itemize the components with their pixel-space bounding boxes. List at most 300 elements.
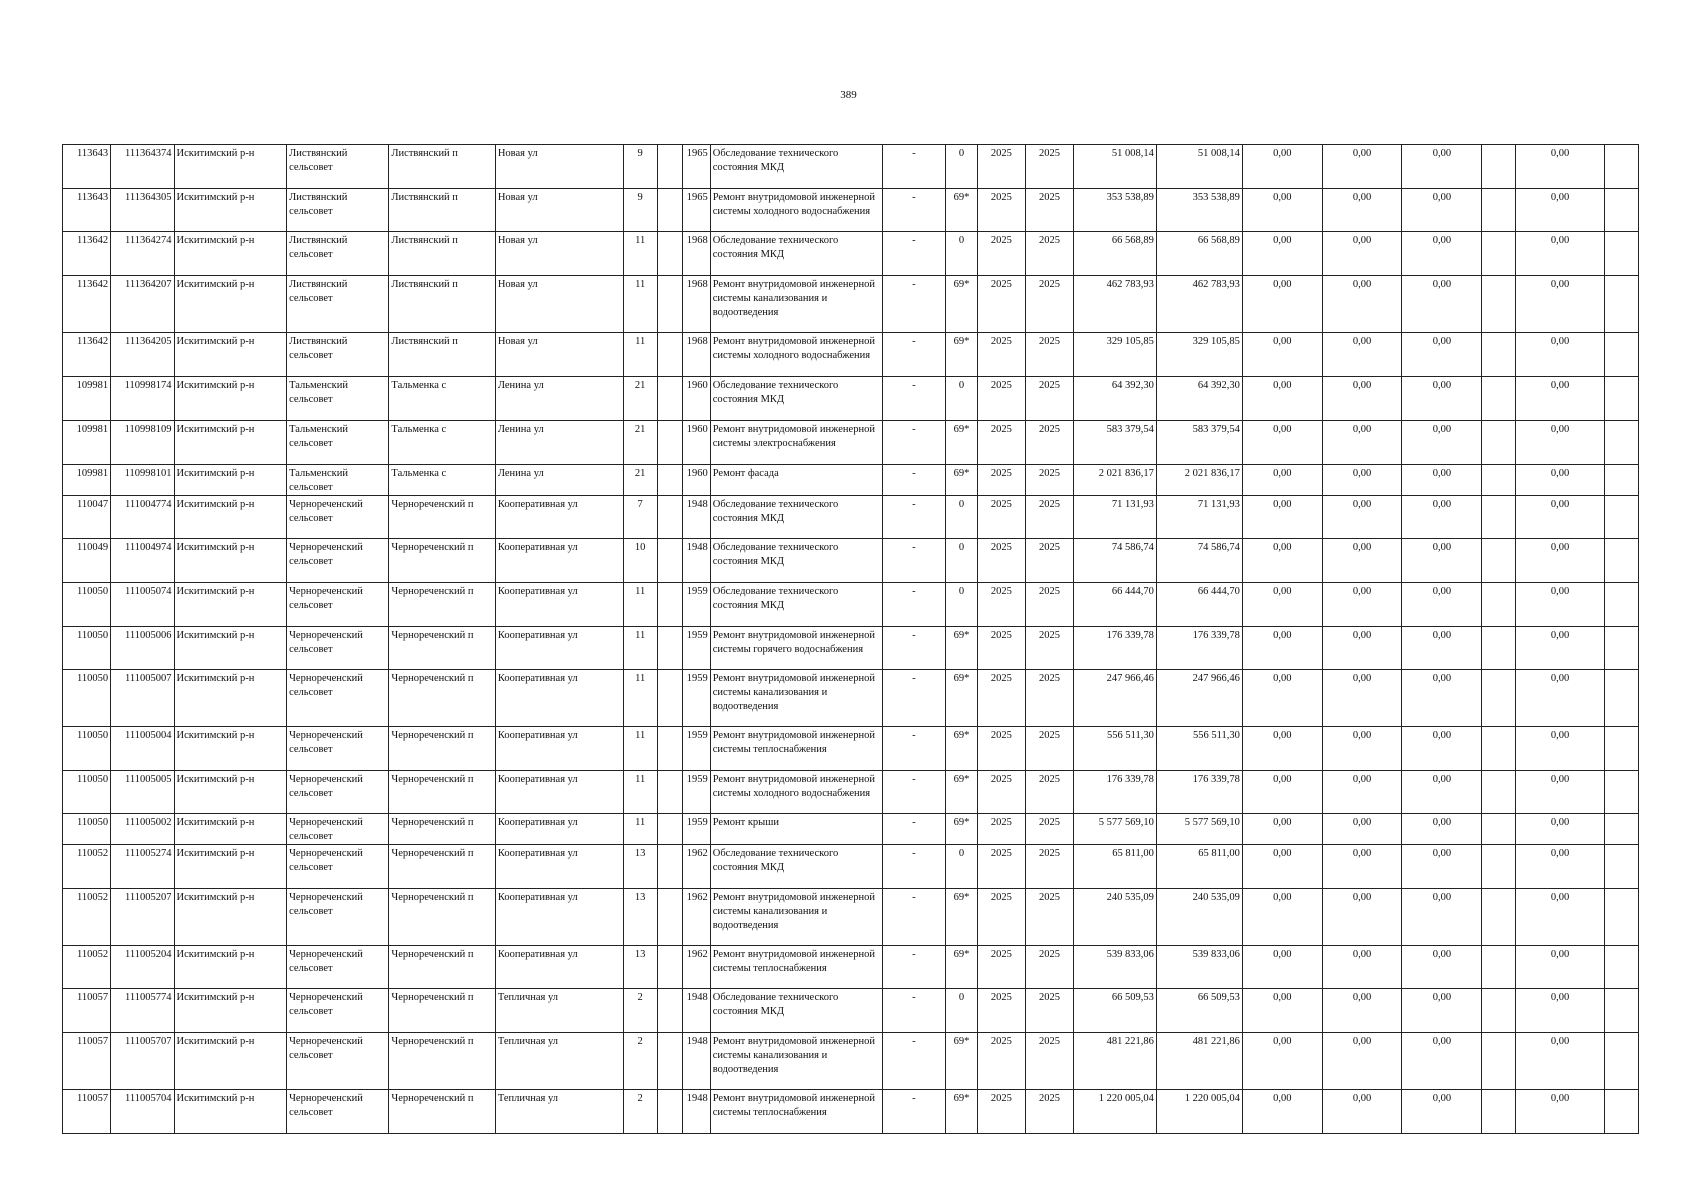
work-type: Ремонт внутридомовой инженерной системы канализования и водоотведения: [710, 1033, 882, 1090]
page-number: 389: [840, 89, 857, 101]
start-year: 2025: [977, 189, 1025, 232]
fund-value-4: 0,00: [1516, 1033, 1605, 1090]
fund-value-4: 0,00: [1516, 946, 1605, 989]
house-number: 13: [623, 946, 657, 989]
work-code: 111004974: [111, 539, 174, 583]
district: Искитимский р-н: [174, 377, 287, 421]
work-type: Обследование технического состояния МКД: [710, 539, 882, 583]
work-code: 111364274: [111, 232, 174, 276]
table-row: [63, 845, 1639, 889]
start-year: 2025: [977, 232, 1025, 276]
end-year: 2025: [1025, 727, 1073, 771]
empty-cell: [1482, 889, 1516, 946]
record-id: 110050: [63, 814, 111, 845]
work-type: Обследование технического состояния МКД: [710, 377, 882, 421]
empty-cell: [657, 189, 683, 232]
house-number: 9: [623, 145, 657, 189]
work-cost: 1 220 005,04: [1074, 1090, 1157, 1134]
end-year: 2025: [1025, 670, 1073, 727]
work-code: 111004774: [111, 496, 174, 539]
start-year: 2025: [977, 145, 1025, 189]
fund-value-3: 0,00: [1402, 465, 1482, 496]
empty-cell: [657, 989, 683, 1033]
norm-value: 0: [946, 583, 978, 627]
end-year: 2025: [1025, 845, 1073, 889]
build-year: 1948: [683, 989, 711, 1033]
house-number: 13: [623, 889, 657, 946]
council: Чернореченский сельсовет: [287, 946, 389, 989]
house-number: 10: [623, 539, 657, 583]
work-code: 111005007: [111, 670, 174, 727]
street: Ленина ул: [495, 377, 623, 421]
fund-value-2: 0,00: [1322, 845, 1402, 889]
work-type: Ремонт внутридомовой инженерной системы канализования и водоотведения: [710, 276, 882, 333]
total-cost: 462 783,93: [1156, 276, 1242, 333]
norm-value: 0: [946, 989, 978, 1033]
street: Тепличная ул: [495, 989, 623, 1033]
work-cost: 2 021 836,17: [1074, 465, 1157, 496]
norm-value: 69*: [946, 670, 978, 727]
street: Кооперативная ул: [495, 946, 623, 989]
start-year: 2025: [977, 771, 1025, 814]
dash-cell: -: [882, 946, 945, 989]
fund-value-2: 0,00: [1322, 627, 1402, 670]
work-code: 111005004: [111, 727, 174, 771]
council: Листвянский сельсовет: [287, 333, 389, 377]
empty-cell: [657, 276, 683, 333]
fund-value-1: 0,00: [1242, 421, 1322, 465]
locality: Чернореченский п: [389, 539, 495, 583]
fund-value-1: 0,00: [1242, 845, 1322, 889]
dash-cell: -: [882, 421, 945, 465]
table-row: [63, 539, 1639, 583]
council: Чернореченский сельсовет: [287, 989, 389, 1033]
empty-cell: [1482, 771, 1516, 814]
council: Чернореченский сельсовет: [287, 771, 389, 814]
build-year: 1965: [683, 145, 711, 189]
total-cost: 66 568,89: [1156, 232, 1242, 276]
record-id: 110057: [63, 989, 111, 1033]
locality: Чернореченский п: [389, 627, 495, 670]
work-type: Ремонт внутридомовой инженерной системы теплоснабжения: [710, 946, 882, 989]
empty-cell: [657, 333, 683, 377]
fund-value-1: 0,00: [1242, 276, 1322, 333]
work-cost: 240 535,09: [1074, 889, 1157, 946]
house-number: 11: [623, 333, 657, 377]
work-cost: 481 221,86: [1074, 1033, 1157, 1090]
fund-value-1: 0,00: [1242, 889, 1322, 946]
work-cost: 65 811,00: [1074, 845, 1157, 889]
end-year: 2025: [1025, 145, 1073, 189]
empty-cell: [1605, 1090, 1639, 1134]
fund-value-1: 0,00: [1242, 333, 1322, 377]
work-code: 111005006: [111, 627, 174, 670]
council: Чернореченский сельсовет: [287, 727, 389, 771]
start-year: 2025: [977, 583, 1025, 627]
district: Искитимский р-н: [174, 583, 287, 627]
work-cost: 462 783,93: [1074, 276, 1157, 333]
end-year: 2025: [1025, 1033, 1073, 1090]
start-year: 2025: [977, 814, 1025, 845]
end-year: 2025: [1025, 421, 1073, 465]
fund-value-3: 0,00: [1402, 539, 1482, 583]
fund-value-3: 0,00: [1402, 670, 1482, 727]
house-number: 21: [623, 421, 657, 465]
empty-cell: [1482, 421, 1516, 465]
norm-value: 69*: [946, 276, 978, 333]
fund-value-3: 0,00: [1402, 771, 1482, 814]
total-cost: 329 105,85: [1156, 333, 1242, 377]
empty-cell: [1605, 771, 1639, 814]
fund-value-1: 0,00: [1242, 946, 1322, 989]
fund-value-4: 0,00: [1516, 276, 1605, 333]
district: Искитимский р-н: [174, 1033, 287, 1090]
empty-cell: [1482, 539, 1516, 583]
start-year: 2025: [977, 845, 1025, 889]
fund-value-2: 0,00: [1322, 539, 1402, 583]
total-cost: 176 339,78: [1156, 771, 1242, 814]
build-year: 1962: [683, 889, 711, 946]
build-year: 1965: [683, 189, 711, 232]
fund-value-2: 0,00: [1322, 189, 1402, 232]
work-cost: 5 577 569,10: [1074, 814, 1157, 845]
empty-cell: [657, 889, 683, 946]
district: Искитимский р-н: [174, 276, 287, 333]
locality: Чернореченский п: [389, 1033, 495, 1090]
fund-value-4: 0,00: [1516, 496, 1605, 539]
fund-value-4: 0,00: [1516, 232, 1605, 276]
work-code: 110998174: [111, 377, 174, 421]
record-id: 110057: [63, 1033, 111, 1090]
build-year: 1959: [683, 670, 711, 727]
fund-value-4: 0,00: [1516, 727, 1605, 771]
record-id: 110057: [63, 1090, 111, 1134]
work-type: Ремонт внутридомовой инженерной системы теплоснабжения: [710, 727, 882, 771]
fund-value-2: 0,00: [1322, 989, 1402, 1033]
work-type: Ремонт внутридомовой инженерной системы канализования и водоотведения: [710, 889, 882, 946]
dash-cell: -: [882, 377, 945, 421]
empty-cell: [657, 1033, 683, 1090]
locality: Чернореченский п: [389, 670, 495, 727]
table-row: [63, 670, 1639, 727]
norm-value: 0: [946, 845, 978, 889]
locality: Листвянский п: [389, 276, 495, 333]
street: Новая ул: [495, 232, 623, 276]
work-type: Ремонт внутридомовой инженерной системы холодного водоснабжения: [710, 333, 882, 377]
dash-cell: -: [882, 465, 945, 496]
work-code: 111005002: [111, 814, 174, 845]
street: Тепличная ул: [495, 1090, 623, 1134]
record-id: 110049: [63, 539, 111, 583]
dash-cell: -: [882, 771, 945, 814]
fund-value-4: 0,00: [1516, 189, 1605, 232]
empty-cell: [1605, 1033, 1639, 1090]
fund-value-2: 0,00: [1322, 232, 1402, 276]
empty-cell: [657, 465, 683, 496]
total-cost: 1 220 005,04: [1156, 1090, 1242, 1134]
street: Кооперативная ул: [495, 845, 623, 889]
street: Кооперативная ул: [495, 627, 623, 670]
work-type: Обследование технического состояния МКД: [710, 845, 882, 889]
record-id: 113643: [63, 189, 111, 232]
dash-cell: -: [882, 845, 945, 889]
fund-value-4: 0,00: [1516, 377, 1605, 421]
table-row: [63, 496, 1639, 539]
empty-cell: [1605, 145, 1639, 189]
empty-cell: [1605, 189, 1639, 232]
total-cost: 51 008,14: [1156, 145, 1242, 189]
fund-value-3: 0,00: [1402, 1033, 1482, 1090]
norm-value: 0: [946, 539, 978, 583]
empty-cell: [1482, 583, 1516, 627]
total-cost: 353 538,89: [1156, 189, 1242, 232]
work-cost: 66 568,89: [1074, 232, 1157, 276]
house-number: 21: [623, 465, 657, 496]
fund-value-3: 0,00: [1402, 583, 1482, 627]
council: Чернореченский сельсовет: [287, 539, 389, 583]
fund-value-1: 0,00: [1242, 377, 1322, 421]
end-year: 2025: [1025, 333, 1073, 377]
street: Новая ул: [495, 276, 623, 333]
work-type: Ремонт внутридомовой инженерной системы электроснабжения: [710, 421, 882, 465]
work-code: 111364207: [111, 276, 174, 333]
fund-value-1: 0,00: [1242, 145, 1322, 189]
work-cost: 74 586,74: [1074, 539, 1157, 583]
start-year: 2025: [977, 989, 1025, 1033]
build-year: 1959: [683, 627, 711, 670]
street: Кооперативная ул: [495, 539, 623, 583]
total-cost: 247 966,46: [1156, 670, 1242, 727]
dash-cell: -: [882, 583, 945, 627]
total-cost: 66 444,70: [1156, 583, 1242, 627]
work-code: 111005274: [111, 845, 174, 889]
empty-cell: [1482, 1033, 1516, 1090]
dash-cell: -: [882, 1090, 945, 1134]
house-number: 11: [623, 232, 657, 276]
empty-cell: [1605, 946, 1639, 989]
fund-value-4: 0,00: [1516, 1090, 1605, 1134]
district: Искитимский р-н: [174, 1090, 287, 1134]
empty-cell: [1605, 727, 1639, 771]
empty-cell: [1605, 989, 1639, 1033]
empty-cell: [1605, 670, 1639, 727]
district: Искитимский р-н: [174, 539, 287, 583]
build-year: 1960: [683, 465, 711, 496]
record-id: 110050: [63, 670, 111, 727]
end-year: 2025: [1025, 276, 1073, 333]
build-year: 1948: [683, 496, 711, 539]
locality: Листвянский п: [389, 333, 495, 377]
fund-value-2: 0,00: [1322, 889, 1402, 946]
norm-value: 69*: [946, 1090, 978, 1134]
council: Листвянский сельсовет: [287, 189, 389, 232]
dash-cell: -: [882, 627, 945, 670]
street: Кооперативная ул: [495, 814, 623, 845]
district: Искитимский р-н: [174, 845, 287, 889]
street: Кооперативная ул: [495, 889, 623, 946]
fund-value-2: 0,00: [1322, 727, 1402, 771]
council: Чернореченский сельсовет: [287, 670, 389, 727]
build-year: 1962: [683, 845, 711, 889]
start-year: 2025: [977, 539, 1025, 583]
council: Чернореченский сельсовет: [287, 845, 389, 889]
empty-cell: [1605, 889, 1639, 946]
total-cost: 5 577 569,10: [1156, 814, 1242, 845]
build-year: 1959: [683, 727, 711, 771]
work-cost: 176 339,78: [1074, 771, 1157, 814]
house-number: 11: [623, 276, 657, 333]
work-code: 111364374: [111, 145, 174, 189]
empty-cell: [1605, 232, 1639, 276]
start-year: 2025: [977, 377, 1025, 421]
table-row: [63, 1090, 1639, 1134]
total-cost: 556 511,30: [1156, 727, 1242, 771]
street: Тепличная ул: [495, 1033, 623, 1090]
build-year: 1960: [683, 377, 711, 421]
work-cost: 176 339,78: [1074, 627, 1157, 670]
house-number: 2: [623, 1033, 657, 1090]
fund-value-3: 0,00: [1402, 989, 1482, 1033]
empty-cell: [1605, 377, 1639, 421]
empty-cell: [657, 539, 683, 583]
empty-cell: [657, 727, 683, 771]
fund-value-3: 0,00: [1402, 145, 1482, 189]
work-type: Ремонт фасада: [710, 465, 882, 496]
locality: Листвянский п: [389, 189, 495, 232]
work-cost: 66 444,70: [1074, 583, 1157, 627]
end-year: 2025: [1025, 1090, 1073, 1134]
locality: Тальменка с: [389, 377, 495, 421]
start-year: 2025: [977, 276, 1025, 333]
fund-value-3: 0,00: [1402, 333, 1482, 377]
table-row: [63, 814, 1639, 845]
fund-value-2: 0,00: [1322, 771, 1402, 814]
fund-value-1: 0,00: [1242, 989, 1322, 1033]
table-row: [63, 276, 1639, 333]
fund-value-1: 0,00: [1242, 583, 1322, 627]
empty-cell: [1482, 232, 1516, 276]
street: Новая ул: [495, 189, 623, 232]
empty-cell: [657, 845, 683, 889]
empty-cell: [1482, 333, 1516, 377]
work-code: 110998101: [111, 465, 174, 496]
fund-value-4: 0,00: [1516, 989, 1605, 1033]
end-year: 2025: [1025, 814, 1073, 845]
empty-cell: [1482, 946, 1516, 989]
record-id: 110052: [63, 889, 111, 946]
empty-cell: [1482, 465, 1516, 496]
norm-value: 69*: [946, 727, 978, 771]
norm-value: 69*: [946, 1033, 978, 1090]
empty-cell: [1605, 465, 1639, 496]
total-cost: 539 833,06: [1156, 946, 1242, 989]
empty-cell: [1605, 583, 1639, 627]
empty-cell: [1605, 814, 1639, 845]
fund-value-3: 0,00: [1402, 627, 1482, 670]
start-year: 2025: [977, 1090, 1025, 1134]
fund-value-2: 0,00: [1322, 145, 1402, 189]
empty-cell: [1482, 1090, 1516, 1134]
build-year: 1959: [683, 771, 711, 814]
end-year: 2025: [1025, 946, 1073, 989]
norm-value: 69*: [946, 421, 978, 465]
start-year: 2025: [977, 421, 1025, 465]
dash-cell: -: [882, 889, 945, 946]
empty-cell: [1482, 189, 1516, 232]
work-type: Ремонт внутридомовой инженерной системы холодного водоснабжения: [710, 189, 882, 232]
empty-cell: [657, 377, 683, 421]
work-type: Ремонт внутридомовой инженерной системы горячего водоснабжения: [710, 627, 882, 670]
empty-cell: [1605, 496, 1639, 539]
dash-cell: -: [882, 232, 945, 276]
work-code: 111364305: [111, 189, 174, 232]
dash-cell: -: [882, 1033, 945, 1090]
fund-value-2: 0,00: [1322, 333, 1402, 377]
total-cost: 64 392,30: [1156, 377, 1242, 421]
district: Искитимский р-н: [174, 496, 287, 539]
district: Искитимский р-н: [174, 670, 287, 727]
dash-cell: -: [882, 333, 945, 377]
work-code: 111005707: [111, 1033, 174, 1090]
council: Тальменский сельсовет: [287, 377, 389, 421]
empty-cell: [1605, 276, 1639, 333]
council: Чернореченский сельсовет: [287, 1090, 389, 1134]
work-code: 111005005: [111, 771, 174, 814]
empty-cell: [657, 1090, 683, 1134]
street: Кооперативная ул: [495, 583, 623, 627]
total-cost: 74 586,74: [1156, 539, 1242, 583]
norm-value: 0: [946, 496, 978, 539]
fund-value-4: 0,00: [1516, 845, 1605, 889]
record-id: 110050: [63, 727, 111, 771]
fund-value-3: 0,00: [1402, 727, 1482, 771]
fund-value-1: 0,00: [1242, 1033, 1322, 1090]
dash-cell: -: [882, 539, 945, 583]
work-type: Обследование технического состояния МКД: [710, 232, 882, 276]
empty-cell: [1482, 377, 1516, 421]
work-type: Обследование технического состояния МКД: [710, 989, 882, 1033]
street: Новая ул: [495, 145, 623, 189]
fund-value-1: 0,00: [1242, 1090, 1322, 1134]
fund-value-1: 0,00: [1242, 727, 1322, 771]
district: Искитимский р-н: [174, 627, 287, 670]
norm-value: 69*: [946, 814, 978, 845]
street: Ленина ул: [495, 421, 623, 465]
record-id: 110052: [63, 946, 111, 989]
empty-cell: [1482, 989, 1516, 1033]
street: Кооперативная ул: [495, 771, 623, 814]
work-cost: 353 538,89: [1074, 189, 1157, 232]
fund-value-1: 0,00: [1242, 189, 1322, 232]
house-number: 11: [623, 727, 657, 771]
locality: Чернореченский п: [389, 496, 495, 539]
start-year: 2025: [977, 889, 1025, 946]
district: Искитимский р-н: [174, 145, 287, 189]
empty-cell: [657, 627, 683, 670]
work-code: 111005704: [111, 1090, 174, 1134]
district: Искитимский р-н: [174, 946, 287, 989]
total-cost: 2 021 836,17: [1156, 465, 1242, 496]
empty-cell: [657, 421, 683, 465]
work-cost: 51 008,14: [1074, 145, 1157, 189]
district: Искитимский р-н: [174, 727, 287, 771]
table-row: [63, 989, 1639, 1033]
house-number: 2: [623, 989, 657, 1033]
norm-value: 69*: [946, 333, 978, 377]
district: Искитимский р-н: [174, 771, 287, 814]
council: Тальменский сельсовет: [287, 465, 389, 496]
work-cost: 539 833,06: [1074, 946, 1157, 989]
